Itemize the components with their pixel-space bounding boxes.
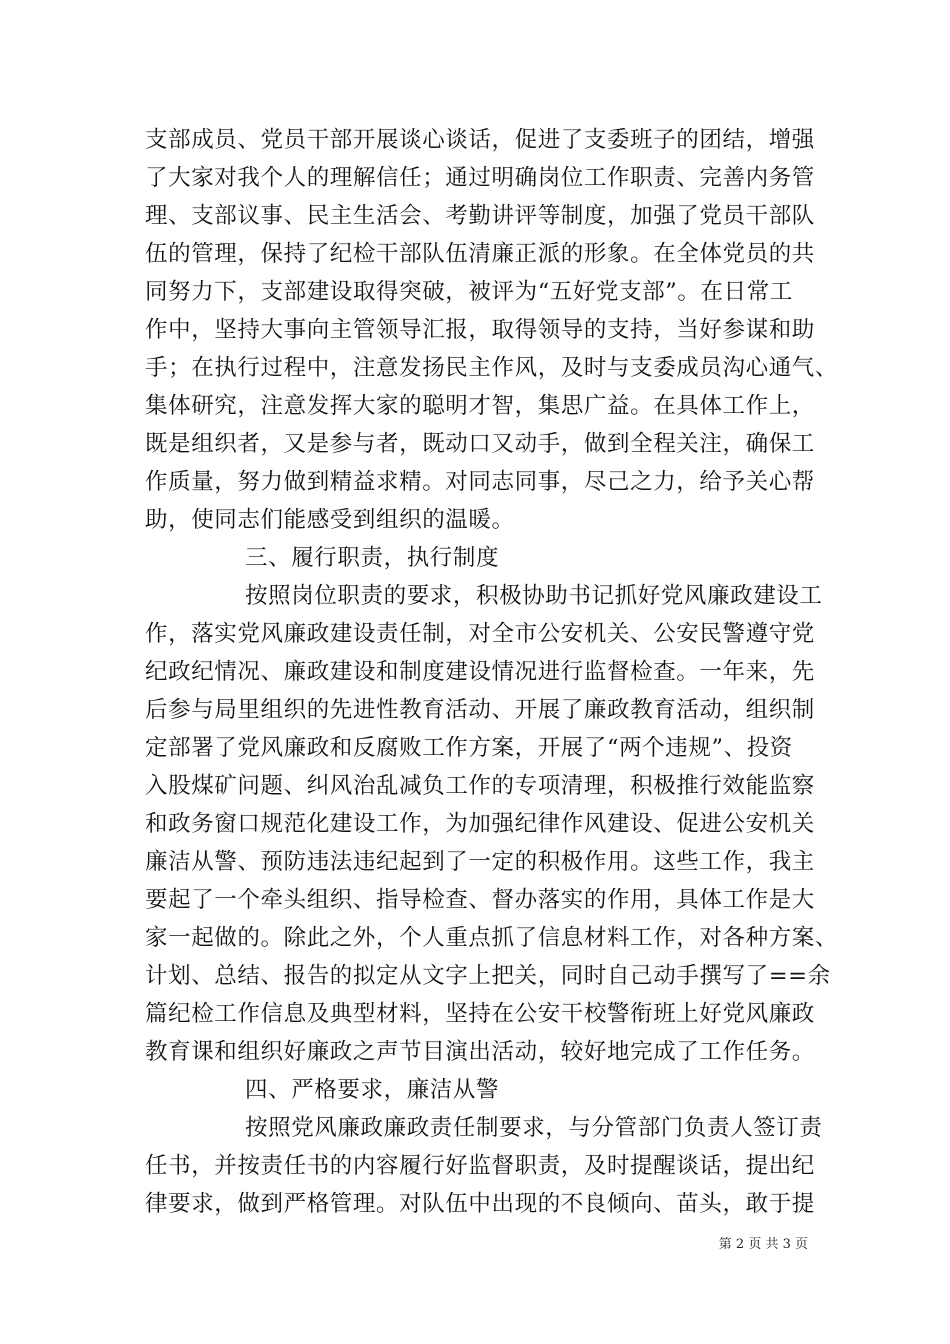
body-line: 伍的管理，保持了纪检干部队伍清廉正派的形象。在全体党员的共 [145,241,815,267]
body-line: 和政务窗口规范化建设工作，为加强纪律作风建设、促进公安机关 [145,811,815,837]
body-line: 助，使同志们能感受到组织的温暖。 [145,507,515,533]
body-line: 纪政纪情况、廉政建设和制度建设情况进行监督检查。一年来，先 [145,659,815,685]
body-line: 作中，坚持大事向主管领导汇报，取得领导的支持，当好参谋和助 [145,317,815,343]
body-line: 理、支部议事、民主生活会、考勤讲评等制度，加强了党员干部队 [145,203,815,229]
body-line: 定部署了党风廉政和反腐败工作方案，开展了“两个违规”、投资 [145,735,793,761]
body-line: 作质量，努力做到精益求精。对同志同事，尽己之力，给予关心帮 [145,469,815,495]
body-line: 既是组织者，又是参与者，既动口又动手，做到全程关注，确保工 [145,431,815,457]
body-line: 手；在执行过程中，注意发扬民主作风，及时与支委成员沟心通气、 [145,355,839,381]
body-line: 家一起做的。除此之外，个人重点抓了信息材料工作，对各种方案、 [145,925,839,951]
body-line: 任书，并按责任书的内容履行好监督职责，及时提醒谈话，提出纪 [145,1153,815,1179]
body-line: 作，落实党风廉政建设责任制，对全市公安机关、公安民警遵守党 [145,621,815,647]
paragraph-first-line: 按照岗位职责的要求，积极协助书记抓好党风廉政建设工 [245,583,823,609]
paragraph-first-line: 按照党风廉政廉政责任制要求，与分管部门负责人签订责 [245,1115,823,1141]
page-number: 第 2 页 共 3 页 [718,1237,808,1252]
section-heading: 三、履行职责，执行制度 [245,545,500,571]
body-line: 入股煤矿问题、纠风治乱减负工作的专项清理，积极推行效能监察 [145,773,815,799]
body-line: 同努力下，支部建设取得突破，被评为“五好党支部”。在日常工 [145,279,793,305]
body-line: 计划、总结、报告的拟定从文字上把关，同时自己动手撰写了==余 [145,963,831,989]
body-line: 篇纪检工作信息及典型材料，坚持在公安干校警衔班上好党风廉政 [145,1001,815,1027]
body-line: 律要求，做到严格管理。对队伍中出现的不良倾向、苗头，敢于提 [145,1191,815,1217]
body-line: 教育课和组织好廉政之声节目演出活动，较好地完成了工作任务。 [145,1039,815,1065]
body-line: 后参与局里组织的先进性教育活动、开展了廉政教育活动，组织制 [145,697,815,723]
body-line: 集体研究，注意发挥大家的聪明才智，集思广益。在具体工作上， [145,393,815,419]
body-line: 了大家对我个人的理解信任；通过明确岗位工作职责、完善内务管 [145,165,815,191]
section-heading: 四、严格要求，廉洁从警 [245,1077,500,1103]
body-line: 支部成员、党员干部开展谈心谈话，促进了支委班子的团结，增强 [145,127,815,153]
body-line: 廉洁从警、预防违法违纪起到了一定的积极作用。这些工作，我主 [145,849,815,875]
body-line: 要起了一个牵头组织、指导检查、督办落实的作用，具体工作是大 [145,887,815,913]
